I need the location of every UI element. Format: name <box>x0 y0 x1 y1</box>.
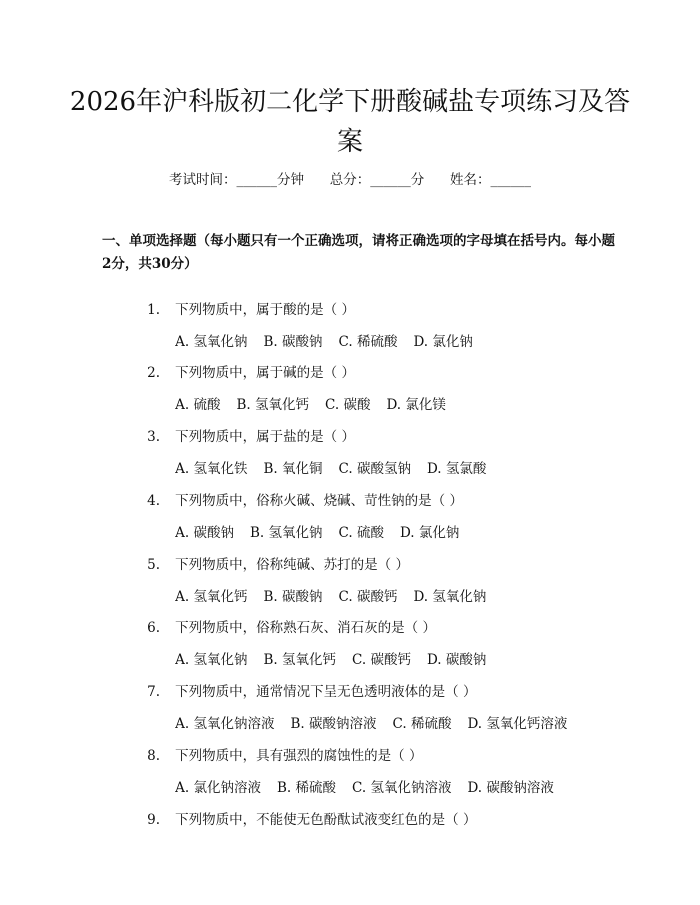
option-b: B. 氢氧化钙 <box>236 397 310 413</box>
option-d: D. 氯化钠 <box>399 525 460 541</box>
question-number: 1. <box>147 302 161 318</box>
option-c: C. 氢氧化钠溶液 <box>352 780 452 796</box>
option-c: C. 碳酸钙 <box>338 589 398 605</box>
question-number: 8. <box>147 748 161 764</box>
question-number: 9. <box>147 812 161 828</box>
question-number: 6. <box>147 620 161 636</box>
option-a: A. 氢氧化铁 <box>175 461 248 477</box>
question-text: 下列物质中，通常情况下呈无色透明液体的是（ ） <box>175 684 477 700</box>
option-c: C. 硫酸 <box>338 525 384 541</box>
section-heading: 一、单项选择题（每小题只有一个正确选项，请将正确选项的字母填在括号内。每小题2分，共30分） <box>102 233 615 272</box>
option-c: C. 碳酸氢钠 <box>338 461 411 477</box>
question <box>130 792 476 844</box>
option-d: D. 氯化镁 <box>386 397 446 413</box>
option-c: C. 稀硫酸 <box>392 716 452 732</box>
question-text: 下列物质中，俗称熟石灰、消石灰的是（ ） <box>175 620 436 636</box>
option-d: D. 氢氧化钠 <box>413 589 487 605</box>
option-b: B. 氧化铜 <box>263 461 323 477</box>
option-d: D. 碳酸钠 <box>426 652 487 668</box>
option-a: A. 氢氧化钙 <box>175 589 248 605</box>
option-c: C. 碳酸 <box>325 397 371 413</box>
option-a: A. 氯化钠溶液 <box>175 780 262 796</box>
option-d: D. 氢氯酸 <box>426 461 487 477</box>
question-number: 2. <box>147 365 161 381</box>
option-b: B. 稀硫酸 <box>277 780 337 796</box>
option-b: B. 氢氧化钙 <box>263 652 337 668</box>
question-number: 4. <box>147 493 161 509</box>
question-number: 5. <box>147 557 161 573</box>
option-a: A. 硫酸 <box>175 397 221 413</box>
option-c: C. 稀硫酸 <box>338 334 398 350</box>
option-a: A. 碳酸钠 <box>175 525 235 541</box>
question-text: 下列物质中，属于碱的是（ ） <box>175 365 355 381</box>
option-b: B. 碳酸钠溶液 <box>290 716 377 732</box>
question-text: 下列物质中，俗称火碱、烧碱、苛性钠的是（ ） <box>175 493 463 509</box>
question-number: 7. <box>147 684 161 700</box>
question-text: 下列物质中，属于酸的是（ ） <box>175 302 355 318</box>
question-text: 下列物质中，属于盐的是（ ） <box>175 429 355 445</box>
option-b: B. 氢氧化钠 <box>250 525 323 541</box>
page-title: 2026年沪科版初二化学下册酸碱盐专项练习及答案 <box>69 87 631 157</box>
option-d: D. 氢氧化钙溶液 <box>467 716 568 732</box>
option-a: A. 氢氧化钠溶液 <box>175 716 275 732</box>
question-text: 下列物质中，具有强烈的腐蚀性的是（ ） <box>175 748 423 764</box>
exam-info-line: 考试时间：______分钟 总分：______分 姓名：______ <box>169 172 531 188</box>
question-text: 下列物质中，俗称纯碱、苏打的是（ ） <box>175 557 409 573</box>
option-b: B. 碳酸钠 <box>263 334 323 350</box>
question-text: 下列物质中，不能使无色酚酞试液变红色的是（ ） <box>175 812 477 828</box>
option-d: D. 碳酸钠溶液 <box>467 780 554 796</box>
option-a: A. 氢氧化钠 <box>175 652 248 668</box>
option-c: C. 碳酸钙 <box>352 652 411 668</box>
option-b: B. 碳酸钠 <box>263 589 323 605</box>
question-number: 3. <box>147 429 161 445</box>
option-a: A. 氢氧化钠 <box>175 334 248 350</box>
option-d: D. 氯化钠 <box>413 334 473 350</box>
